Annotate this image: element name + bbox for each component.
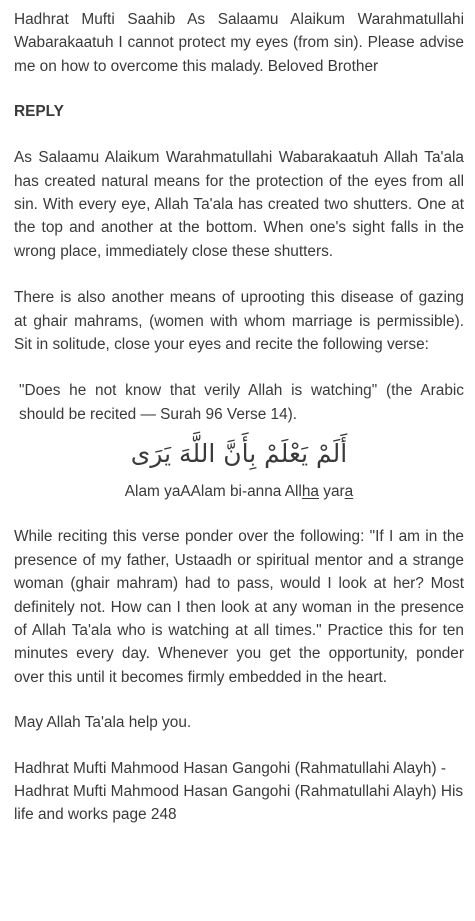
closing-text: May Allah Ta'ala help you. [14, 714, 192, 732]
article [14, 8, 464, 827]
source-citation: Hadhrat Mufti Mahmood Hasan Gangohi (Rahmatullahi Alayh) - Hadhrat Mufti Mahmood Hasan Gangohi (Rahmatullahi Alayh) His life and works page 248 [14, 759, 464, 824]
verse-intro: "Does he not know that verily Allah is watching" (the Arabic should be recited — Surah 96 Verse 14). [19, 382, 464, 423]
arabic-verse: أَلَمْ يَعْلَمْ بِأَنَّ اللَّهَ يَرَى [130, 439, 348, 469]
transliteration-part: yar [318, 483, 345, 501]
reply-paragraph-2: There is also another means of uprooting this disease of gazing at ghair mahrams, (women with whom marriage is permissible). Sit in solitude, close your eyes and recite the following verse: [14, 289, 464, 354]
transliteration-part: Alam yaAAlam bi-anna All [124, 483, 302, 501]
reply-paragraph-1: As Salaamu Alaikum Warahmatullahi Wabarakaatuh Allah Ta'ala has created natural means for the protection of the eyes from all sin. With every eye, Allah Ta'ala has created two shutters. One at the top and another at the bottom. When one's sight falls in the wrong place, immediately close these shutters. [14, 149, 464, 260]
transliteration-underlined: ha [301, 483, 319, 501]
transliteration-underlined: a [344, 483, 354, 501]
reply-paragraph-3: While reciting this verse ponder over the following: "If I am in the presence of my father, Ustaadh or spiritual mentor and a strange woman (ghair mahram) had to pass, would I look at her? Most definitely not. How can I then look at any woman in the presence of Allah Ta'ala who is watching at all times." Practice this for ten minutes every day. Whenever you get the opportunity, ponder over this until it becomes firmly embedded in the heart. [14, 528, 464, 686]
reply-heading: REPLY [14, 103, 64, 121]
question-text: Hadhrat Mufti Saahib As Salaamu Alaikum Warahmatullahi Wabarakaatuh I cannot protect my eyes (from sin). Please advise me on how to overcome this malady. Beloved Brother [14, 11, 464, 75]
transliteration [14, 480, 464, 503]
